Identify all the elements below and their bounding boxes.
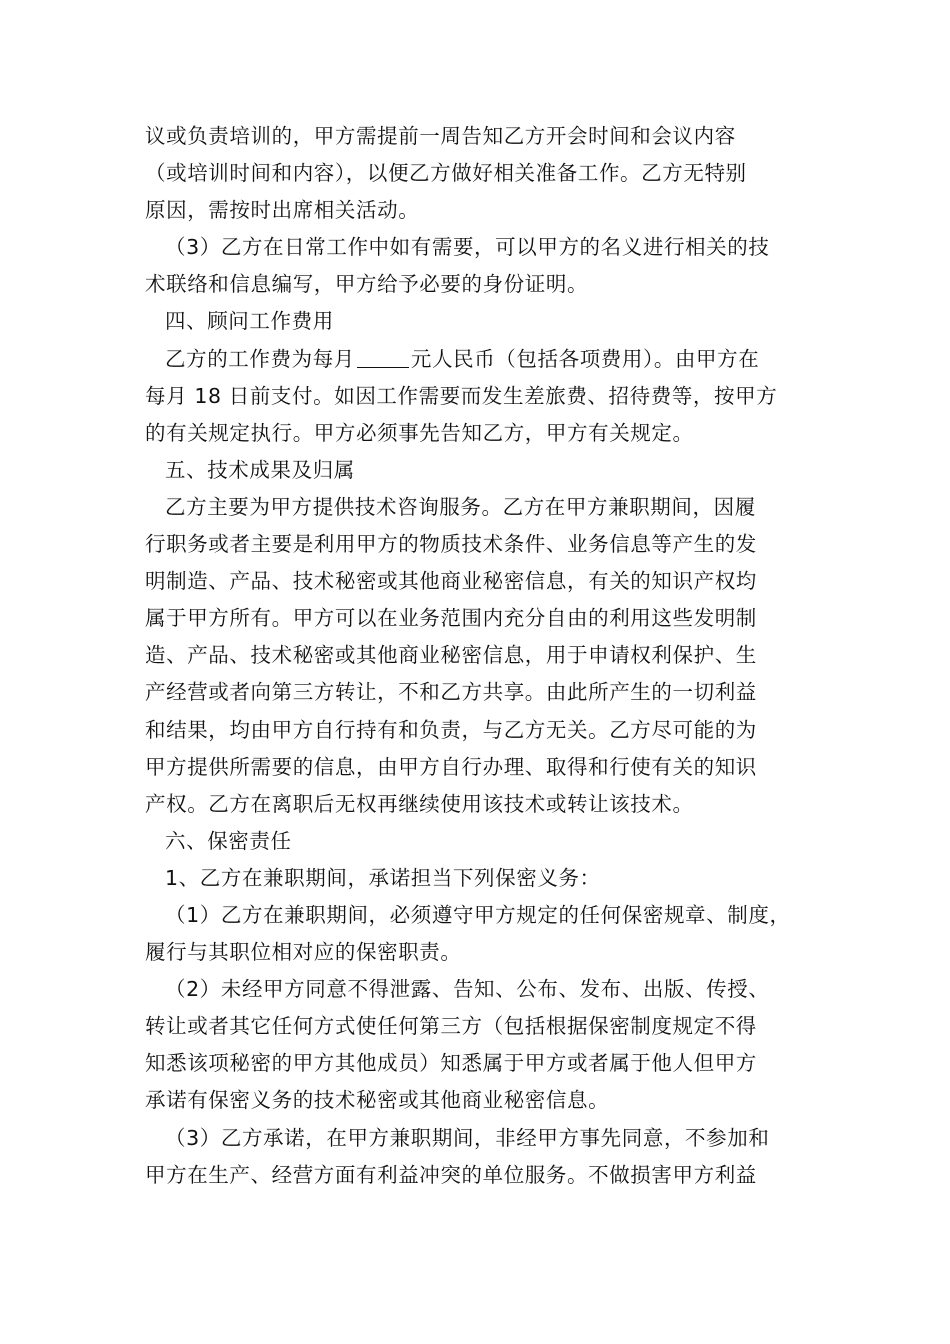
text-line: 行职务或者主要是利用甲方的物质技术条件、业务信息等产生的发 <box>145 532 757 557</box>
text-line: 明制造、产品、技术秘密或其他商业秘密信息，有关的知识产权均 <box>145 569 757 594</box>
text-line: 每月 18 日前支付。如因工作需要而发生差旅费、招待费等，按甲方 <box>145 383 778 408</box>
fee-amount-blank <box>357 345 409 368</box>
text-line: 的有关规定执行。甲方必须事先告知乙方，甲方有关规定。 <box>145 420 694 445</box>
text-line: （1）乙方在兼职期间，必须遵守甲方规定的任何保密规章、制度， <box>165 902 791 927</box>
document-body <box>145 118 809 1194</box>
text-line: 甲方在生产、经营方面有利益冲突的单位服务。不做损害甲方利益 <box>145 1162 757 1187</box>
text-line: 产权。乙方在离职后无权再继续使用该技术或转让该技术。 <box>145 791 694 816</box>
text-line: 术联络和信息编写，甲方给予必要的身份证明。 <box>145 272 589 297</box>
text-line: 履行与其职位相对应的保密职责。 <box>145 940 462 965</box>
text-line: 甲方提供所需要的信息，由甲方自行办理、取得和行使有关的知识 <box>145 754 757 779</box>
text-line: 和结果，均由甲方自行持有和负责，与乙方无关。乙方尽可能的为 <box>145 717 757 742</box>
text-line: 原因，需按时出席相关活动。 <box>145 198 420 223</box>
text-line: （3）乙方承诺，在甲方兼职期间，非经甲方事先同意，不参加和 <box>165 1125 770 1150</box>
text-line: 议或负责培训的，甲方需提前一周告知乙方开会时间和会议内容 <box>145 124 736 148</box>
text-line: 产经营或者向第三方转让，不和乙方共享。由此所产生的一切利益 <box>145 680 757 705</box>
text-line: 乙方主要为甲方提供技术咨询服务。乙方在甲方兼职期间，因履 <box>165 494 756 519</box>
fee-text-before-blank: 乙方的工作费为每月 <box>165 346 355 371</box>
text-line: 1、乙方在兼职期间，承诺担当下列保密义务： <box>165 865 601 890</box>
fee-line <box>145 341 809 378</box>
text-line: 知悉该项秘密的甲方其他成员）知悉属于甲方或者属于他人但甲方 <box>145 1051 757 1076</box>
text-line: 承诺有保密义务的技术秘密或其他商业秘密信息。 <box>145 1088 610 1113</box>
text-line: （或培训时间和内容），以便乙方做好相关准备工作。乙方无特别 <box>145 161 747 186</box>
section-heading-confidentiality: 六、保密责任 <box>165 828 292 853</box>
text-line: 转让或者其它任何方式使任何第三方（包括根据保密制度规定不得 <box>145 1014 757 1039</box>
section-heading-ip: 五、技术成果及归属 <box>165 457 355 482</box>
section-heading-fee: 四、顾问工作费用 <box>165 309 334 334</box>
text-line: （3）乙方在日常工作中如有需要，可以甲方的名义进行相关的技 <box>165 235 770 260</box>
fee-text-after-blank: 元人民币（包括各项费用）。由甲方在 <box>410 346 760 371</box>
text-line: 造、产品、技术秘密或其他商业秘密信息，用于申请权利保护、生 <box>145 643 757 668</box>
text-line: 属于甲方所有。甲方可以在业务范围内充分自由的利用这些发明制 <box>145 606 757 631</box>
text-line: （2）未经甲方同意不得泄露、告知、公布、发布、出版、传授、 <box>165 977 770 1002</box>
